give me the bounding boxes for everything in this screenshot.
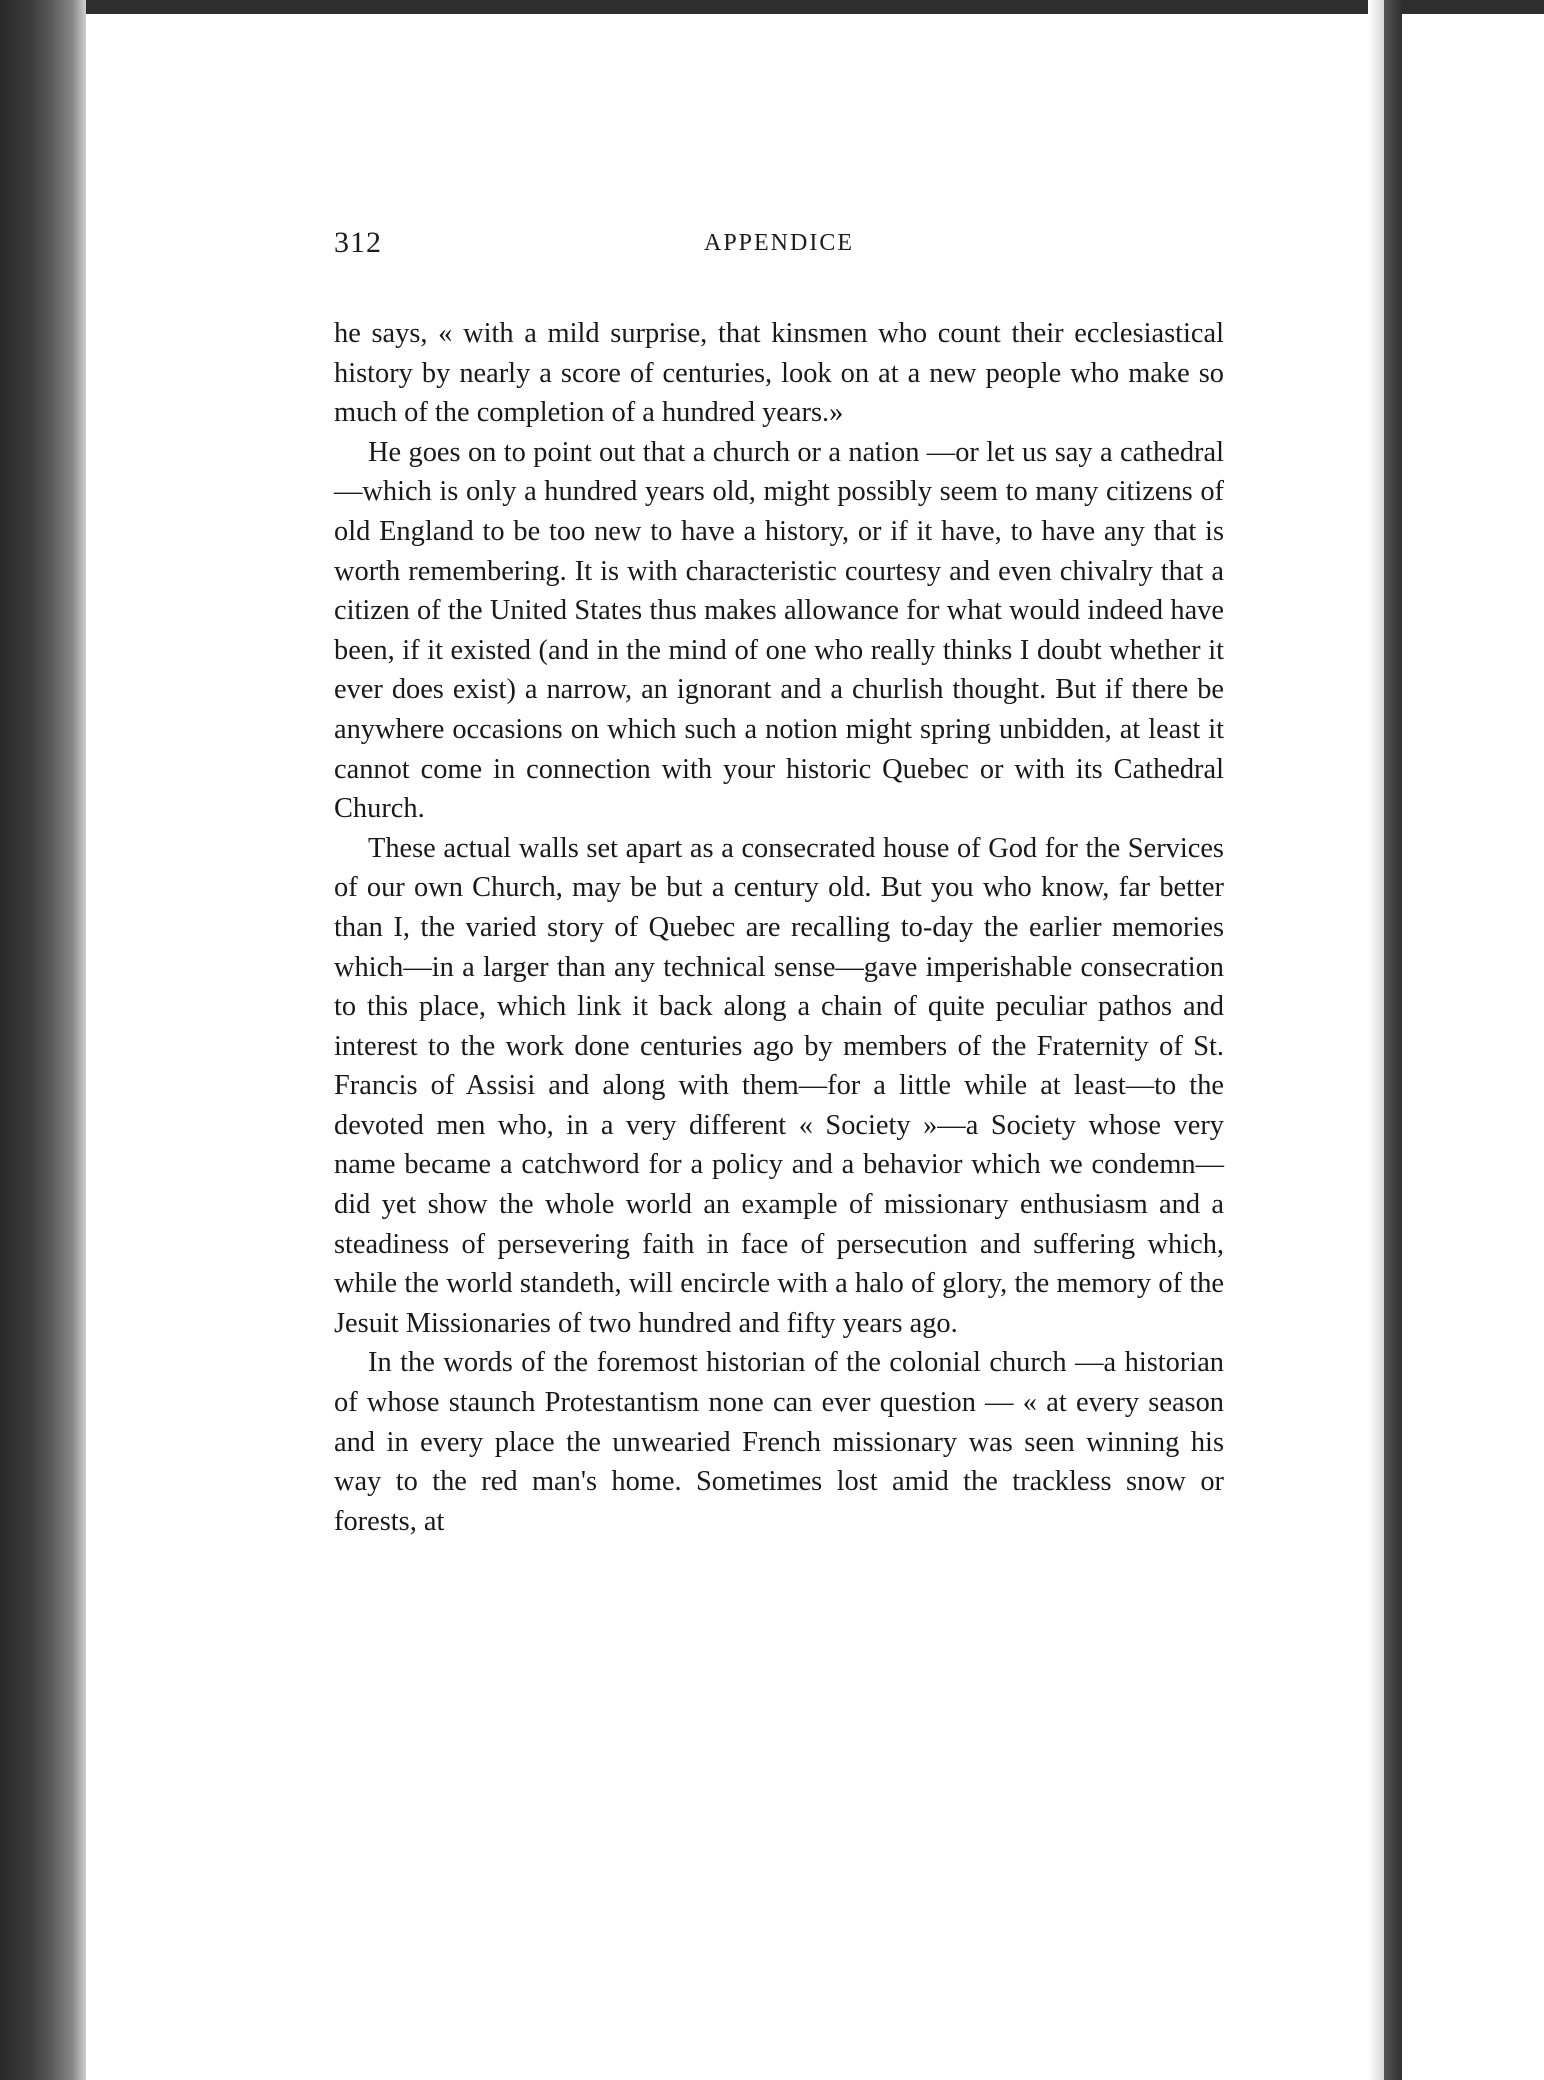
paragraph: In the words of the foremost historian of the colonial church —a historian of whose staunch Protestantism none can ever question — « at every season and in every place the unwearied French missionary was seen winning his way to the red man's home. Sometimes lost amid the trackless snow or forests, at [334, 1347, 1224, 1537]
page-number: 312 [334, 226, 382, 259]
scan-left-border [0, 0, 86, 2080]
running-head [334, 226, 1224, 266]
body-text [334, 314, 1224, 1541]
paragraph: He goes on to point out that a church or a nation —or let us say a cathedral—which is only a hundred years old, might possibly seem to many citizens of old England to be too new to have a history, or if it have, to have any that is worth remembering. It is with characteristic courtesy and even chivalry that a citizen of the United States thus makes allowance for what would indeed have been, if it existed (and in the mind of one who really thinks I doubt whether it ever does exist) a narrow, an ignorant and a churlish thought. But if there be anywhere occasions on which such a notion might spring unbidden, at least it cannot come in connection with your historic Quebec or with its Cathedral Church. [334, 436, 1224, 825]
scan-right-border [1384, 0, 1402, 2080]
paragraph: he says, « with a mild surprise, that kinsmen who count their ecclesiastical history by nearly a score of centuries, look on at a new people who make so much of the completion of a hundred years.» [334, 318, 1224, 429]
paragraph: These actual walls set apart as a consecrated house of God for the Services of our own Church, may be but a century old. But you who know, far better than I, the varied story of Quebec are recalling to-day the earlier memories which—in a larger than any technical sense—gave imperishable consecration to this place, which link it back along a chain of quite peculiar pathos and interest to the work done centuries ago by members of the Fraternity of St. Francis of Assisi and along with them—for a little while at least—to the devoted men who, in a very different « Society »—a Society whose very name became a catchword for a policy and a behavior which we condemn—did yet show the whole world an example of missionary enthusiasm and a steadiness of persevering faith in face of persecution and suffering which, while the world standeth, will encircle with a halo of glory, the memory of the Jesuit Missionaries of two hundred and fifty years ago. [334, 832, 1224, 1339]
next-page-edge [1402, 14, 1544, 2080]
running-title: APPENDICE [703, 230, 854, 256]
scan-top-border [0, 0, 1544, 14]
page-gutter-shadow [1368, 0, 1384, 2080]
